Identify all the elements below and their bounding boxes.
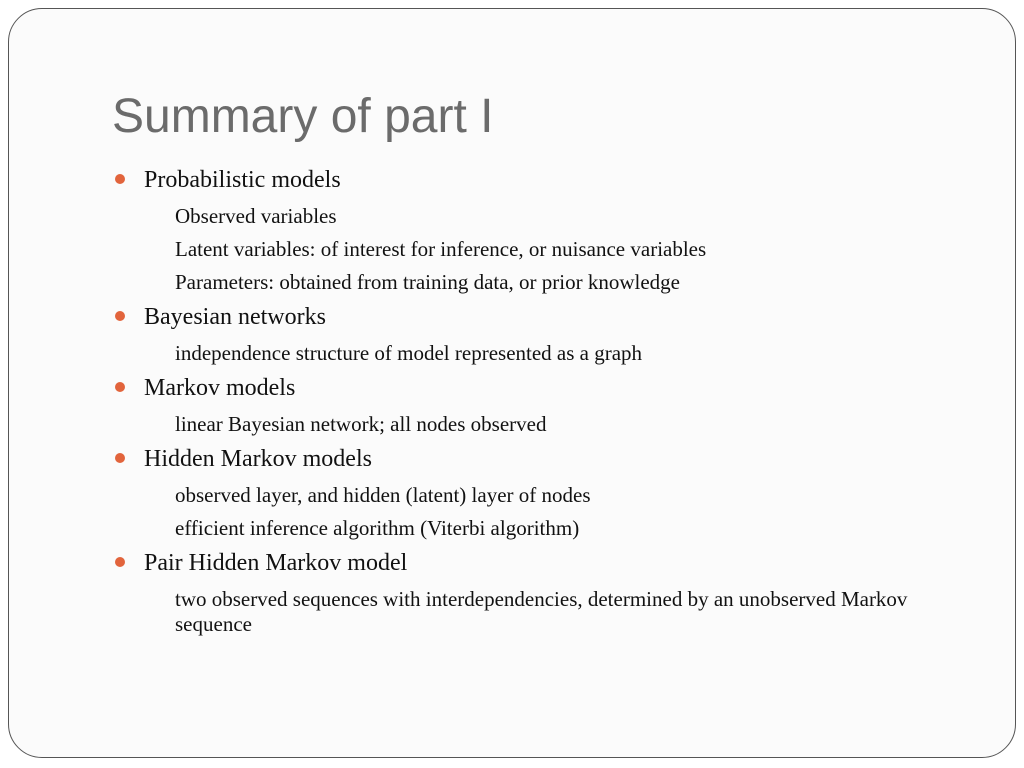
sub-list bbox=[112, 204, 912, 295]
bullet-dot-icon bbox=[115, 382, 125, 392]
slide-title: Summary of part I bbox=[112, 90, 494, 143]
bullet-item bbox=[112, 547, 912, 579]
bullet-dot-icon bbox=[115, 311, 125, 321]
sub-item: independence structure of model represented as a graph bbox=[175, 341, 643, 365]
bullet-list bbox=[112, 164, 912, 637]
bullet-label: Pair Hidden Markov model bbox=[144, 550, 408, 576]
sub-item: Latent variables: of interest for inference, or nuisance variables bbox=[175, 237, 707, 261]
sub-list bbox=[112, 483, 912, 541]
bullet-label: Markov models bbox=[144, 375, 296, 401]
sub-item: linear Bayesian network; all nodes observed bbox=[175, 412, 547, 436]
bullet-label: Probabilistic models bbox=[144, 167, 341, 193]
sub-list bbox=[112, 587, 912, 637]
bullet-label: Bayesian networks bbox=[144, 304, 326, 330]
bullet-dot-icon bbox=[115, 557, 125, 567]
sub-list bbox=[112, 341, 912, 366]
sub-item: Parameters: obtained from training data, or prior knowledge bbox=[175, 270, 681, 294]
sub-list bbox=[112, 412, 912, 437]
sub-item: two observed sequences with interdependencies, determined by an unobserved Markov sequence bbox=[175, 587, 908, 636]
sub-item: observed layer, and hidden (latent) layer of nodes bbox=[175, 483, 591, 507]
bullet-label: Hidden Markov models bbox=[144, 446, 372, 472]
sub-item: Observed variables bbox=[175, 204, 337, 228]
sub-item: efficient inference algorithm (Viterbi algorithm) bbox=[175, 516, 580, 540]
bullet-item bbox=[112, 301, 912, 333]
bullet-item bbox=[112, 164, 912, 196]
bullet-item bbox=[112, 443, 912, 475]
bullet-dot-icon bbox=[115, 453, 125, 463]
bullet-item bbox=[112, 372, 912, 404]
bullet-dot-icon bbox=[115, 174, 125, 184]
